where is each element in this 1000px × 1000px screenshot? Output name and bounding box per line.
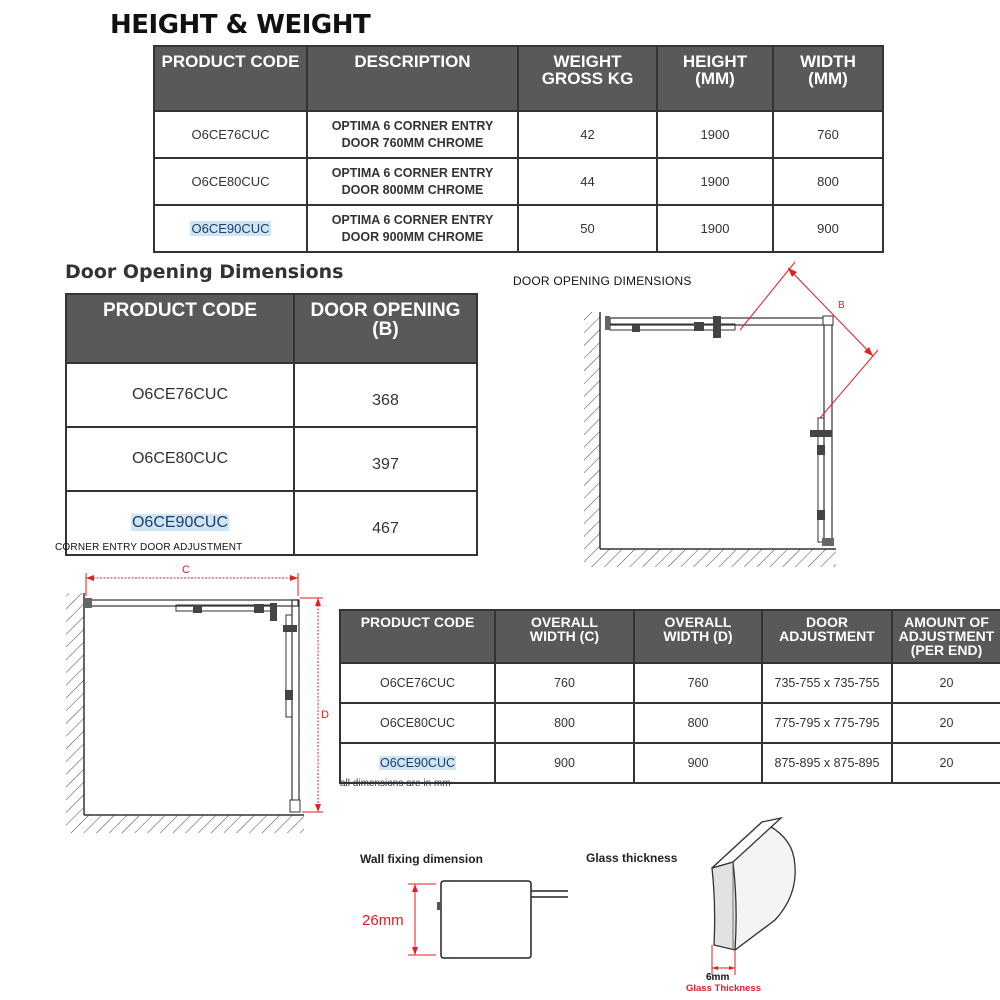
header-door-opening: DOOR OPENING (B) <box>294 294 477 363</box>
door-adjustment: 875-895 x 875-895 <box>762 743 892 783</box>
door-adjustment: 775-795 x 775-795 <box>762 703 892 743</box>
header-width: WIDTH (MM) <box>773 46 883 111</box>
height: 1900 <box>657 111 773 158</box>
product-code: O6CE76CUC <box>340 663 495 703</box>
product-code: O6CE80CUC <box>66 427 294 491</box>
highlighted-code: O6CE90CUC <box>131 514 229 531</box>
header-height: HEIGHT (MM) <box>657 46 773 111</box>
door-opening-title: Door Opening Dimensions <box>65 261 344 283</box>
glass-thickness-caption: Glass Thickness <box>686 983 761 994</box>
header-weight: WEIGHT GROSS KG <box>518 46 657 111</box>
label-b: B <box>838 300 845 311</box>
description: OPTIMA 6 CORNER ENTRY DOOR 800MM CHROME <box>307 158 518 205</box>
door-adjustment: 735-755 x 735-755 <box>762 663 892 703</box>
label-d: D <box>321 709 329 721</box>
header-product-code: PRODUCT CODE <box>154 46 307 111</box>
overall-width-c: 800 <box>495 703 634 743</box>
width: 800 <box>773 158 883 205</box>
amount-of-adjustment: 20 <box>892 743 1000 783</box>
glass-edge <box>712 862 736 950</box>
header-product-code: PRODUCT CODE <box>66 294 294 363</box>
description: OPTIMA 6 CORNER ENTRY DOOR 900MM CHROME <box>307 205 518 252</box>
weight: 50 <box>518 205 657 252</box>
overall-width-c: 760 <box>495 663 634 703</box>
height: 1900 <box>657 205 773 252</box>
header-door-adjustment: DOOR ADJUSTMENT <box>762 610 892 663</box>
glass-thickness-dimension: 6mm <box>706 972 730 983</box>
adjustment-diagram-title: CORNER ENTRY DOOR ADJUSTMENT <box>55 542 243 553</box>
weight: 42 <box>518 111 657 158</box>
overall-width-c: 900 <box>495 743 634 783</box>
overall-width-d: 800 <box>634 703 762 743</box>
product-code: O6CE76CUC <box>66 363 294 427</box>
header-description: DESCRIPTION <box>307 46 518 111</box>
door-opening-value: 467 <box>294 491 477 555</box>
product-code: O6CE80CUC <box>154 158 307 205</box>
product-code: O6CE76CUC <box>154 111 307 158</box>
arrow-head <box>729 966 735 970</box>
product-code: O6CE80CUC <box>340 703 495 743</box>
glass-thickness-title: Glass thickness <box>586 851 678 865</box>
header-overall-width-d: OVERALL WIDTH (D) <box>634 610 762 663</box>
header-amount-of-adjustment: AMOUNT OF ADJUSTMENT (PER END) <box>892 610 1000 663</box>
height: 1900 <box>657 158 773 205</box>
wall-fixing-dimension: 26mm <box>362 912 404 929</box>
weight: 44 <box>518 158 657 205</box>
door-opening-diagram-title: DOOR OPENING DIMENSIONS <box>513 274 692 288</box>
amount-of-adjustment: 20 <box>892 703 1000 743</box>
height-weight-title: HEIGHT & WEIGHT <box>110 10 371 40</box>
wall-fixing-title: Wall fixing dimension <box>360 852 483 866</box>
header-overall-width-c: OVERALL WIDTH (C) <box>495 610 634 663</box>
amount-of-adjustment: 20 <box>892 663 1000 703</box>
width: 760 <box>773 111 883 158</box>
highlighted-code: O6CE90CUC <box>191 221 270 236</box>
highlighted-code: O6CE90CUC <box>379 756 456 770</box>
label-c: C <box>182 564 190 576</box>
arrow-head <box>712 966 718 970</box>
description: OPTIMA 6 CORNER ENTRY DOOR 760MM CHROME <box>307 111 518 158</box>
door-opening-value: 368 <box>294 363 477 427</box>
dimensions-note: all dimensions are in mm <box>340 778 451 789</box>
overall-width-d: 760 <box>634 663 762 703</box>
header-product-code: PRODUCT CODE <box>340 610 495 663</box>
overall-width-d: 900 <box>634 743 762 783</box>
width: 900 <box>773 205 883 252</box>
door-opening-value: 397 <box>294 427 477 491</box>
